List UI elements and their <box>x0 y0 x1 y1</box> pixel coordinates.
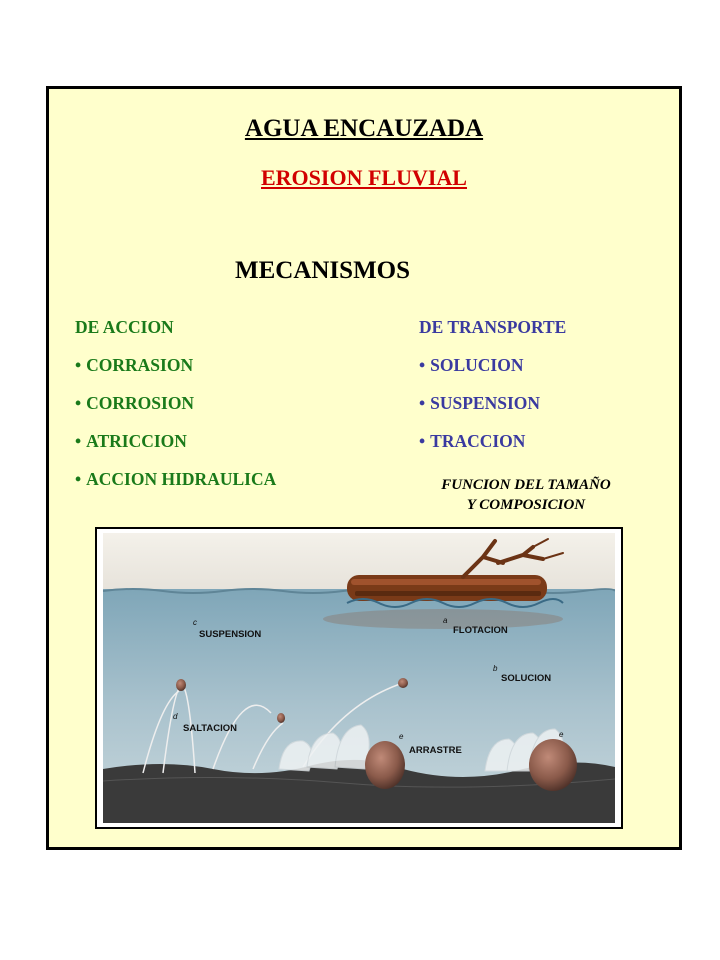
traction-rock <box>365 741 405 789</box>
letter-d: d <box>173 712 178 721</box>
note-line-1: FUNCION DEL TAMAÑO <box>441 477 611 493</box>
arrastre-label: ARRASTRE <box>409 745 462 756</box>
slide-panel <box>46 86 682 850</box>
transport-illustration <box>95 527 623 829</box>
saltacion-label: SALTACION <box>183 723 238 734</box>
river-transport-diagram <box>103 533 615 823</box>
solucion-label: SOLUCION <box>501 673 552 684</box>
transporte-list <box>419 317 566 469</box>
list-item-label: SUSPENSION <box>430 393 541 413</box>
letter-e: e <box>399 732 404 741</box>
page-title: AGUA ENCAUZADA <box>244 115 484 142</box>
section-heading: MECANISMOS <box>235 257 411 284</box>
letter-a: a <box>443 616 448 625</box>
transporte-header: DE TRANSPORTE <box>419 317 567 337</box>
list-item-label: SOLUCION <box>430 355 524 375</box>
list-item: • TRACCION <box>419 431 526 451</box>
accion-header: DE ACCION <box>75 317 174 337</box>
list-item-label: CORROSION <box>86 393 195 413</box>
list-item: • CORRASION <box>75 355 194 375</box>
list-item: • SOLUCION <box>419 355 524 375</box>
accion-list <box>75 317 276 507</box>
list-item: • CORROSION <box>75 393 195 413</box>
list-item-label: ACCION HIDRAULICA <box>86 469 277 489</box>
size-composition-note <box>401 475 651 515</box>
page-subtitle: EROSION FLUVIAL <box>261 165 467 190</box>
list-item-label: ATRICCION <box>86 431 187 451</box>
list-item: • SUSPENSION <box>419 393 541 413</box>
flotacion-label: FLOTACION <box>453 625 508 636</box>
traction-rock <box>529 739 577 791</box>
list-item-label: CORRASION <box>86 355 194 375</box>
suspension-label: SUSPENSION <box>199 629 262 640</box>
list-item: • ACCION HIDRAULICA <box>75 469 277 489</box>
list-item: • ATRICCION <box>75 431 187 451</box>
saltation-pebble <box>398 678 408 688</box>
letter-c: c <box>193 618 197 627</box>
list-item-label: TRACCION <box>430 431 526 451</box>
note-line-2: Y COMPOSICION <box>466 497 586 513</box>
letter-e: e <box>559 730 564 739</box>
letter-b: b <box>493 664 498 673</box>
saltation-pebble <box>176 679 186 691</box>
saltation-pebble <box>277 713 285 723</box>
